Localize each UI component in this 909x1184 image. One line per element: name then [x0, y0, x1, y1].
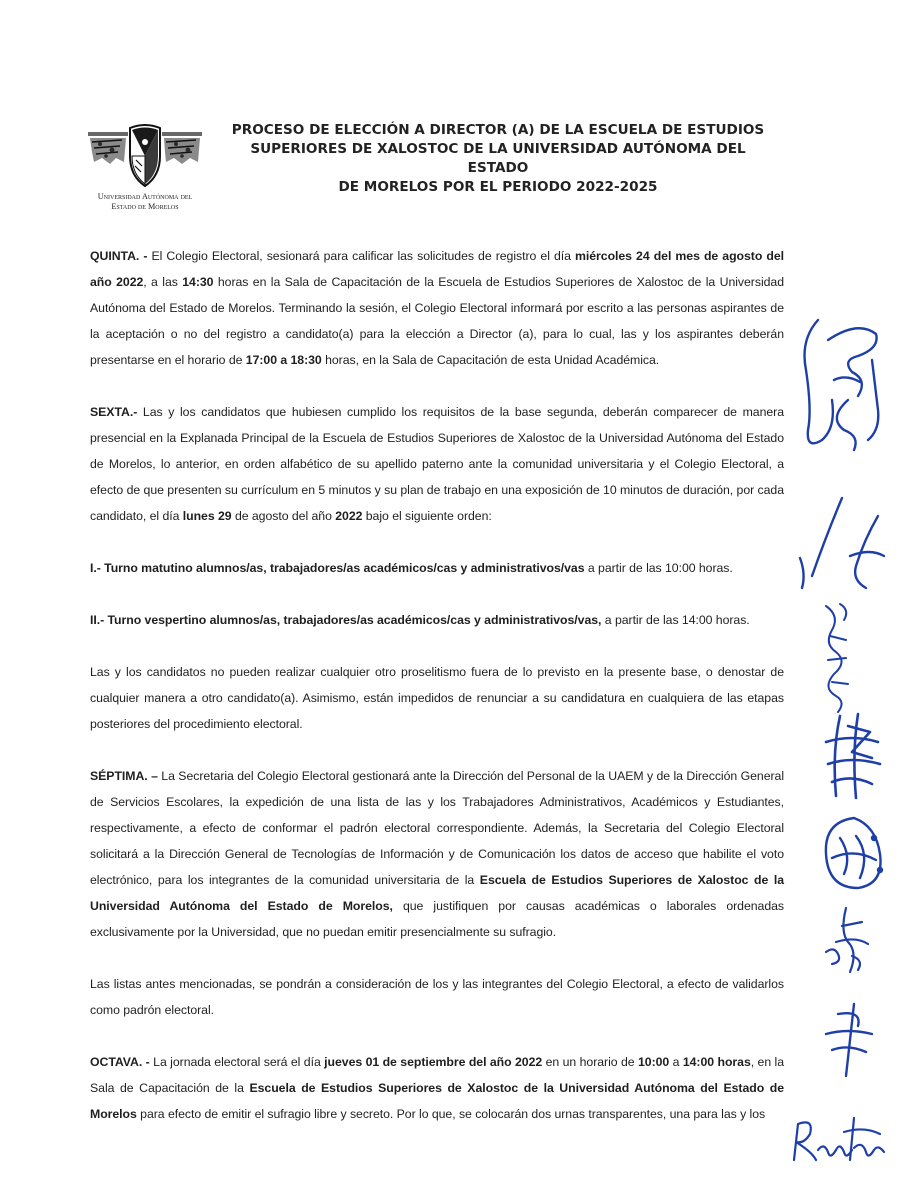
clause-octava-text: , en la Sala de Capacitación de la — [90, 1055, 785, 1095]
title-line-1: PROCESO DE ELECCIÓN A DIRECTOR (A) DE LA ESCUELA DE ESTUDIOS — [231, 122, 765, 138]
clause-sexta-label: SEXTA.- — [90, 405, 138, 419]
clause-octava-start: 10:00 — [638, 1055, 670, 1069]
clause-sexta-text: bajo el siguiente orden: — [362, 509, 492, 523]
university-logo — [84, 118, 206, 218]
clause-octava-label: OCTAVA. - — [90, 1055, 150, 1069]
clause-quinta-time: 14:30 — [182, 275, 214, 289]
signature-5-icon — [814, 808, 894, 898]
clause-septima — [90, 763, 784, 945]
signature-7-icon — [818, 1000, 878, 1080]
signature-8-icon — [788, 1108, 888, 1172]
turno-vespertino-text: a partir de las 14:00 horas. — [601, 613, 750, 627]
signature-1-icon — [788, 300, 888, 465]
clause-quinta-text: , a las — [143, 275, 183, 289]
clause-quinta-text: El Colegio Electoral, sesionará para calificar las solicitudes de registro el día — [147, 249, 575, 263]
clause-septima-school: Escuela de Estudios Superiores de Xalostoc de la Universidad Autónoma del Estado de Morelos, — [90, 873, 785, 913]
paragraph-restricciones — [90, 659, 784, 737]
paragraph-listas — [90, 971, 784, 1023]
clause-quinta-date: miércoles 24 del mes de agosto del año 2022 — [90, 249, 784, 289]
clause-quinta-label: QUINTA. - — [90, 249, 148, 263]
clause-sexta-text: Las y los candidatos que hubiesen cumplido los requisitos de la base segunda, deberán comparecer de manera presencial en la Explanada Principal de la Escuela de Estudios Superiores de Xalostoc de la Universidad Autónoma del Estado de Morelos, lo anterior, en orden alfabético de su apellido paterno ante la comunidad universitaria y el Colegio Electoral, a efecto de que presenten su currículum en 5 minutos y su plan de trabajo en una exposición de 10 minutos de duración, por cada candidato, el día — [90, 405, 784, 523]
university-name-line2: Estado de Morelos — [111, 202, 179, 211]
clause-septima-label: SÉPTIMA. – — [90, 769, 158, 783]
clause-octava-text: La jornada electoral será el día — [149, 1055, 325, 1069]
university-name-line1: Universidad Autónoma del — [97, 192, 193, 201]
clause-quinta-text: horas, en la Sala de Capacitación de esta Unidad Académica. — [321, 353, 660, 367]
turno-matutino — [90, 555, 784, 581]
turno-vespertino-label: II.- Turno vespertino alumnos/as, trabajadores/as académicos/cas y administrativos/vas, — [90, 613, 602, 627]
clause-sexta-day: lunes 29 — [182, 509, 232, 523]
title-line-2: SUPERIORES DE XALOSTOC DE LA UNIVERSIDAD AUTÓNOMA DEL ESTADO — [250, 141, 746, 176]
clause-octava-date: jueves 01 de septiembre del año 2022 — [324, 1055, 543, 1069]
title-line-3: DE MORELOS POR EL PERIODO 2022-2025 — [338, 179, 658, 195]
listas-text: Las listas antes mencionadas, se pondrán a consideración de los y las integrantes del Colegio Electoral, a efecto de validarlos como padrón electoral. — [90, 977, 784, 1017]
clause-septima-text: que justifiquen por causas académicas o laborales ordenadas exclusivamente por la Universidad, que no puedan emitir presencialmente su sufragio. — [90, 899, 784, 939]
clause-quinta — [90, 243, 784, 373]
signature-4-icon — [822, 712, 886, 802]
clause-octava-text: en un horario de — [542, 1055, 638, 1069]
clause-octava-text: para efecto de emitir el sufragio libre y secreto. Por lo que, se colocarán dos urnas transparentes, una para las y los — [136, 1107, 766, 1121]
turno-vespertino — [90, 607, 784, 633]
clause-septima-text: La Secretaria del Colegio Electoral gestionará ante la Dirección del Personal de la UAEM y de la Dirección General de Servicios Escolares, la expedición de una lista de las y los Trabajadores Administrativos, Académicos y Estudiantes, respectivamente, a efecto de conformar el padrón electoral correspondiente. Además, la Secretaria del Colegio Electoral solicitará a la Dirección General de Tecnologías de Información y de Comunicación los datos de acceso que habilite el voto electrónico, para los integrantes de la comunidad universitaria de la — [90, 769, 784, 887]
turno-matutino-text: a partir de las 10:00 horas. — [584, 561, 733, 575]
signature-6-icon — [812, 902, 876, 982]
clause-octava-end: 14:00 horas — [682, 1055, 751, 1069]
signature-2-icon — [790, 496, 890, 596]
clause-quinta-text: horas en la Sala de Capacitación de la Escuela de Estudios Superiores de Xalostoc de la Universidad Autónoma del Estado de Morelos. Terminando la sesión, el Colegio Electoral informará por escrito a las personas aspirantes de la aceptación o no del registro a candidato(a) para la elección a Director (a), para lo cual, las y los aspirantes deberán presentarse en el horario de — [90, 275, 784, 367]
clause-sexta-text: de agosto del año — [231, 509, 336, 523]
clause-octava-text: a — [669, 1055, 683, 1069]
uaem-shield-logo-icon — [86, 122, 204, 188]
signature-3-icon — [806, 596, 866, 716]
clause-octava — [90, 1049, 784, 1127]
clause-quinta-schedule: 17:00 a 18:30 — [245, 353, 322, 367]
turno-matutino-label: I.- Turno matutino alumnos/as, trabajadores/as académicos/cas y administrativos/vas — [90, 561, 585, 575]
clause-sexta-year: 2022 — [335, 509, 363, 523]
restricciones-text: Las y los candidatos no pueden realizar cualquier otro proselitismo fuera de lo previsto en la presente base, o denostar de cualquier manera a otro candidato(a). Asimismo, están impedidos de renunciar a su candidatura en cualquiera de las etapas posteriores del procedimiento electoral. — [90, 665, 784, 731]
clause-sexta — [90, 399, 784, 529]
clause-octava-school: Escuela de Estudios Superiores de Xalostoc de la Universidad Autónoma del Estado de Morelos — [90, 1081, 784, 1121]
document-body — [90, 243, 784, 1127]
university-name — [84, 192, 206, 212]
document-title — [218, 121, 778, 197]
